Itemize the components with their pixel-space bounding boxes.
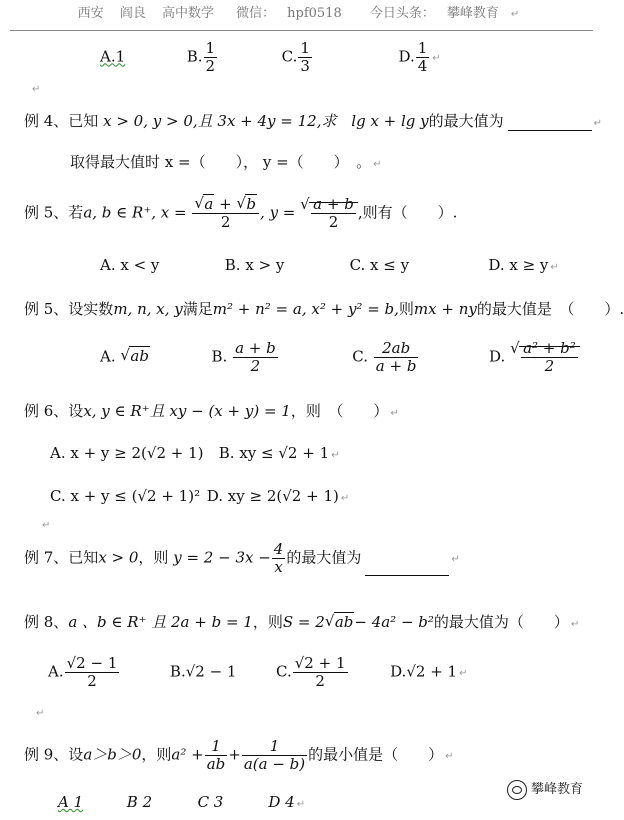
denominator: 2 xyxy=(220,212,231,231)
numerator: 2ab xyxy=(374,340,419,358)
denominator: x xyxy=(274,557,283,576)
option-c-prefix: C. xyxy=(352,347,369,366)
option-a: A 1 xyxy=(58,793,84,811)
option-d-prefix: D. xyxy=(489,347,506,366)
option-a: A. x + y ≥ 2(√2 + 1) xyxy=(50,444,204,462)
numerator: 1 xyxy=(417,39,428,57)
option-b: B 2 xyxy=(126,793,153,811)
denominator: 4 xyxy=(417,56,428,75)
example-4-expression: lg x + lg y xyxy=(351,112,429,130)
watermark xyxy=(507,778,583,800)
example-8-condition: a 、b ∈ R⁺ 且 2a + b = 1 xyxy=(68,613,253,631)
option-c-fraction xyxy=(374,340,419,375)
denominator: 2 xyxy=(205,56,216,75)
header-place: 西安 xyxy=(77,6,104,21)
numerator: a + b xyxy=(235,339,276,357)
numerator: √ a + √ b xyxy=(192,196,259,214)
option-d: D. x ≥ y xyxy=(488,256,549,274)
paragraph-mark-icon: ↵ xyxy=(296,799,306,810)
header-teacher: 阎良 xyxy=(119,6,146,21)
example-6-label: 例 6、设 xyxy=(24,402,84,420)
option-d-fraction xyxy=(521,340,578,375)
numerator: √ a + b xyxy=(313,195,354,213)
example-5a-y-eq: , y = xyxy=(260,203,296,222)
example-5b-then: 则 xyxy=(398,300,414,318)
denominator: 3 xyxy=(300,56,310,75)
option-d-sqrt xyxy=(510,340,580,375)
paragraph-mark-icon: ↵ xyxy=(451,554,460,566)
option-b-fraction xyxy=(233,340,278,375)
numerator: 1 xyxy=(205,39,216,57)
paragraph-mark-icon: ↵ xyxy=(331,450,340,461)
paragraph-mark-icon: ↵ xyxy=(32,84,41,95)
paragraph-mark-icon: ↵ xyxy=(340,493,350,504)
example-6 xyxy=(24,400,399,421)
example-9 xyxy=(24,738,454,773)
example-7-fraction xyxy=(272,541,286,576)
example-4-label: 例 4、已知 xyxy=(24,112,99,130)
example-6-tail: ，则 （ ） xyxy=(290,402,389,420)
radicand: ab xyxy=(130,347,149,366)
example-7-then: ，则 xyxy=(138,548,169,567)
example-8-expr-post: − 4a² − b² xyxy=(354,613,434,631)
denominator: 2 xyxy=(328,212,339,231)
example-8-label: 例 8、 xyxy=(24,613,69,631)
denominator: 2 xyxy=(544,356,555,375)
example-4-line2-text: 取得最大值时 x =（ ）， y =（ ） 。 xyxy=(70,153,372,171)
numerator: √2 − 1 xyxy=(66,654,118,672)
example-9-tail: 的最小值是（ ） xyxy=(308,745,444,764)
example-8-sqrt xyxy=(325,613,355,631)
denominator: 2 xyxy=(315,671,325,690)
numerator: 4 xyxy=(273,540,284,558)
example-8-tail: 的最大值为（ ） xyxy=(433,613,569,631)
header-toutiao-label: 今日头条： xyxy=(369,6,435,21)
example-7-tail: 的最大值为 xyxy=(286,548,362,567)
example-9-label: 例 9、设 xyxy=(24,745,84,764)
example-9-then: ，则 xyxy=(141,745,172,764)
example-5a-x-fraction xyxy=(192,196,259,231)
option-b: B.√2 − 1 xyxy=(169,662,237,681)
paragraph-mark-icon: ↵ xyxy=(570,619,580,630)
example-6-options-row2 xyxy=(50,487,349,505)
numerator: √ a² + b² xyxy=(523,339,576,357)
option-c: C. x ≤ y xyxy=(349,256,410,274)
example-7 xyxy=(24,541,460,576)
example-5b-condition: m² + n² = a, x² + y² = b, xyxy=(212,300,399,318)
radicand: ab xyxy=(334,613,354,631)
numerator: 1 xyxy=(242,738,307,756)
paragraph-mark-icon: ↵ xyxy=(432,53,441,65)
header-subject: 高中数学 xyxy=(161,6,214,21)
option-b-prefix: B. xyxy=(186,47,203,66)
denominator: a(a − b) xyxy=(243,754,306,773)
option-a-sqrt xyxy=(120,347,150,365)
example-5b-options xyxy=(100,340,580,375)
example-8-options xyxy=(48,655,467,690)
example-4-tail: 的最大值为 xyxy=(428,112,504,130)
watermark-text: 攀峰教育 xyxy=(530,782,583,797)
answer-blank xyxy=(508,116,592,131)
wechat-icon xyxy=(507,780,527,800)
example-4-line2 xyxy=(70,151,382,172)
example-5b-expression: mx + ny xyxy=(413,300,477,318)
y-fraction xyxy=(311,196,356,231)
example-9-expr-pre: a² + xyxy=(171,745,204,764)
option-a-fraction xyxy=(65,655,120,690)
option-b-prefix: B. xyxy=(211,347,228,366)
paragraph-mark-icon: ↵ xyxy=(510,9,520,20)
example-6-condition: x, y ∈ R⁺且 xy − (x + y) = 1 xyxy=(83,402,291,420)
paragraph-mark-icon: ↵ xyxy=(445,751,454,763)
option-c-prefix: C. xyxy=(281,47,298,66)
example-9-plus: + xyxy=(228,745,241,764)
options-row-prev xyxy=(100,40,441,75)
example-4 xyxy=(24,110,602,131)
example-5a-tail: ,则有（ ）. xyxy=(357,203,458,222)
answer-blank xyxy=(365,561,449,576)
option-b: B. x > y xyxy=(224,256,285,274)
option-b-fraction xyxy=(204,40,218,75)
numerator: 1 xyxy=(300,39,310,57)
example-5a-options xyxy=(100,256,559,274)
page-header xyxy=(10,0,593,31)
example-5b xyxy=(24,298,624,319)
option-c-fraction xyxy=(298,40,312,75)
example-5b-mid: 满足 xyxy=(182,300,213,318)
example-8 xyxy=(24,611,579,632)
example-9-condition: a＞b＞0 xyxy=(83,745,142,764)
option-a-prefix: A. xyxy=(100,347,116,366)
denominator: ab xyxy=(206,754,226,773)
example-4-condition: x > 0, y > 0,且 3x + 4y = 12,求 xyxy=(103,112,337,130)
option-c: C. x + y ≤ (√2 + 1)² xyxy=(50,487,201,505)
example-6-options-row1 xyxy=(50,444,340,462)
header-wechat-id: hpf0518 xyxy=(287,6,342,21)
option-d-prefix: D. xyxy=(398,47,415,66)
option-d: D. xy ≥ 2(√2 + 1) xyxy=(206,487,339,505)
header-wechat-label: 微信： xyxy=(236,6,276,21)
option-d: D.√2 + 1 xyxy=(390,662,458,681)
example-8-then: ，则 xyxy=(252,613,283,631)
sqrt-b: √ b xyxy=(236,196,257,213)
option-d-fraction xyxy=(416,40,430,75)
example-5a-y-sqrt xyxy=(300,196,358,231)
paragraph-mark-icon: ↵ xyxy=(390,408,399,419)
option-b: B. xy ≤ √2 + 1 xyxy=(218,444,330,462)
example-5b-tail: 的最大值是 （ ）. xyxy=(476,300,624,318)
sqrt-a: √ a xyxy=(194,196,214,213)
option-d: D 4 xyxy=(268,793,295,811)
paragraph-mark-icon: ↵ xyxy=(593,118,603,129)
paragraph-mark-icon: ↵ xyxy=(36,708,45,719)
example-5a xyxy=(24,196,457,231)
option-c: C 3 xyxy=(197,793,224,811)
numerator: √2 + 1 xyxy=(294,654,346,672)
header-toutiao-name: 攀峰教育 xyxy=(446,6,499,21)
example-5a-label: 例 5、若 xyxy=(24,203,84,222)
option-a: A.1 xyxy=(100,47,126,66)
example-7-expression: y = 2 − 3x − xyxy=(173,548,271,567)
example-9-fraction-2 xyxy=(242,738,307,773)
paragraph-mark-icon: ↵ xyxy=(373,159,382,170)
paragraph-mark-icon: ↵ xyxy=(459,668,468,680)
denominator: 2 xyxy=(250,356,261,375)
example-9-fraction-1 xyxy=(205,738,228,773)
denominator: 2 xyxy=(87,671,97,690)
example-5b-label: 例 5、设实数 xyxy=(24,300,114,318)
example-5a-condition: a, b ∈ R⁺, x = xyxy=(83,203,187,222)
example-9-options xyxy=(58,793,305,811)
option-a: A. x < y xyxy=(100,256,160,274)
example-7-condition: x > 0 xyxy=(98,548,139,567)
option-c-fraction xyxy=(293,655,348,690)
option-c-prefix: C. xyxy=(276,662,292,681)
paragraph-mark-icon: ↵ xyxy=(42,520,51,531)
numerator: 1 xyxy=(205,738,228,756)
example-8-expr-pre: S = 2 xyxy=(282,613,325,631)
option-a-prefix: A. xyxy=(48,662,64,681)
example-5b-vars: m, n, x, y xyxy=(113,300,183,318)
paragraph-mark-icon: ↵ xyxy=(550,262,559,273)
example-7-label: 例 7、已知 xyxy=(24,548,99,567)
denominator: a + b xyxy=(375,356,417,375)
